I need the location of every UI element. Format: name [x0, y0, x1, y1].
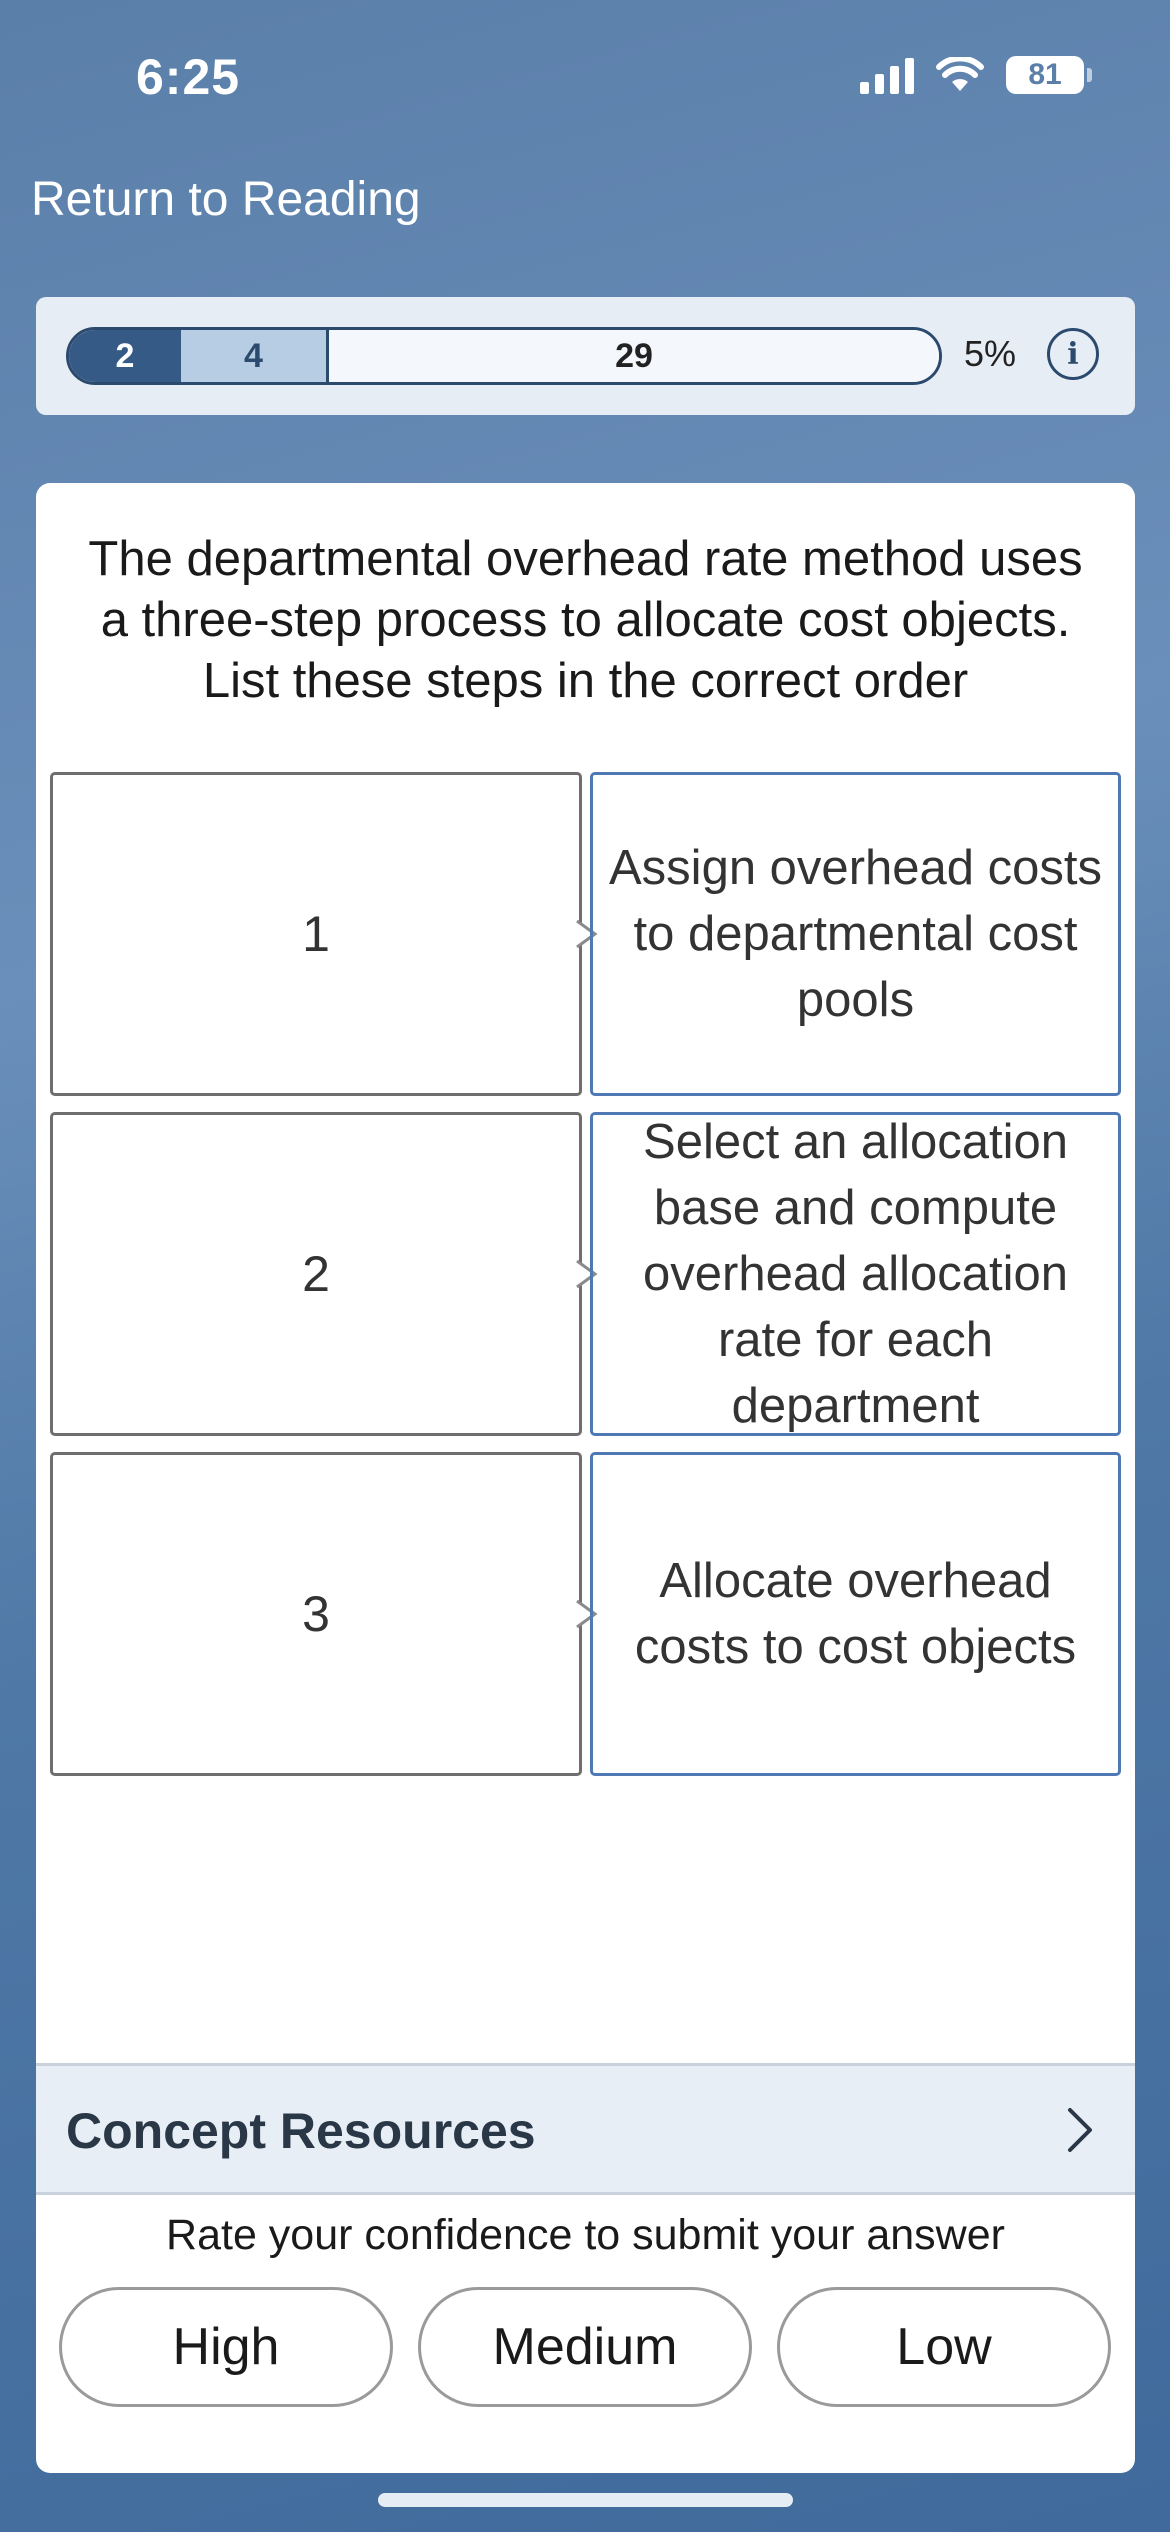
wifi-icon — [936, 57, 984, 93]
order-slot-1[interactable]: 1 — [50, 772, 582, 1096]
battery-icon: 81 — [1006, 56, 1084, 94]
confidence-prompt: Rate your confidence to submit your answer — [166, 2211, 1005, 2259]
progress-remaining-segment: 29 — [329, 330, 939, 382]
order-row-3 — [50, 1452, 1121, 1776]
status-time: 6:25 — [136, 49, 241, 105]
confidence-low-button[interactable]: Low — [777, 2287, 1111, 2407]
order-row-2 — [50, 1112, 1121, 1436]
home-indicator[interactable] — [378, 2493, 793, 2507]
return-to-reading-link[interactable]: Return to Reading — [31, 173, 421, 226]
question-card — [36, 483, 1135, 2473]
question-text: The departmental overhead rate method uses a three-step process to allocate cost objects. List these steps in the correct order — [88, 532, 1083, 708]
answer-item-3[interactable]: Allocate overhead costs to cost objects — [590, 1452, 1121, 1776]
order-row-1 — [50, 772, 1121, 1096]
progress-card — [36, 297, 1135, 415]
confidence-high-button[interactable]: High — [59, 2287, 393, 2407]
progress-completed-segment: 2 — [69, 330, 181, 382]
answer-item-2[interactable]: Select an allocation base and compute overhead allocation rate for each department — [590, 1112, 1121, 1436]
progress-review-segment: 4 — [181, 330, 329, 382]
concept-resources-bar[interactable] — [36, 2063, 1135, 2195]
chevron-right-icon — [1065, 2106, 1095, 2154]
order-slot-3[interactable]: 3 — [50, 1452, 582, 1776]
order-slot-2[interactable]: 2 — [50, 1112, 582, 1436]
confidence-medium-button[interactable]: Medium — [418, 2287, 752, 2407]
progress-bar — [66, 327, 942, 385]
signal-icon — [860, 56, 914, 94]
status-icons — [860, 56, 1084, 94]
progress-percent: 5% — [964, 333, 1017, 374]
concept-resources-label: Concept Resources — [66, 2103, 536, 2159]
info-icon[interactable]: i — [1047, 328, 1099, 380]
answer-item-1[interactable]: Assign overhead costs to departmental cost pools — [590, 772, 1121, 1096]
